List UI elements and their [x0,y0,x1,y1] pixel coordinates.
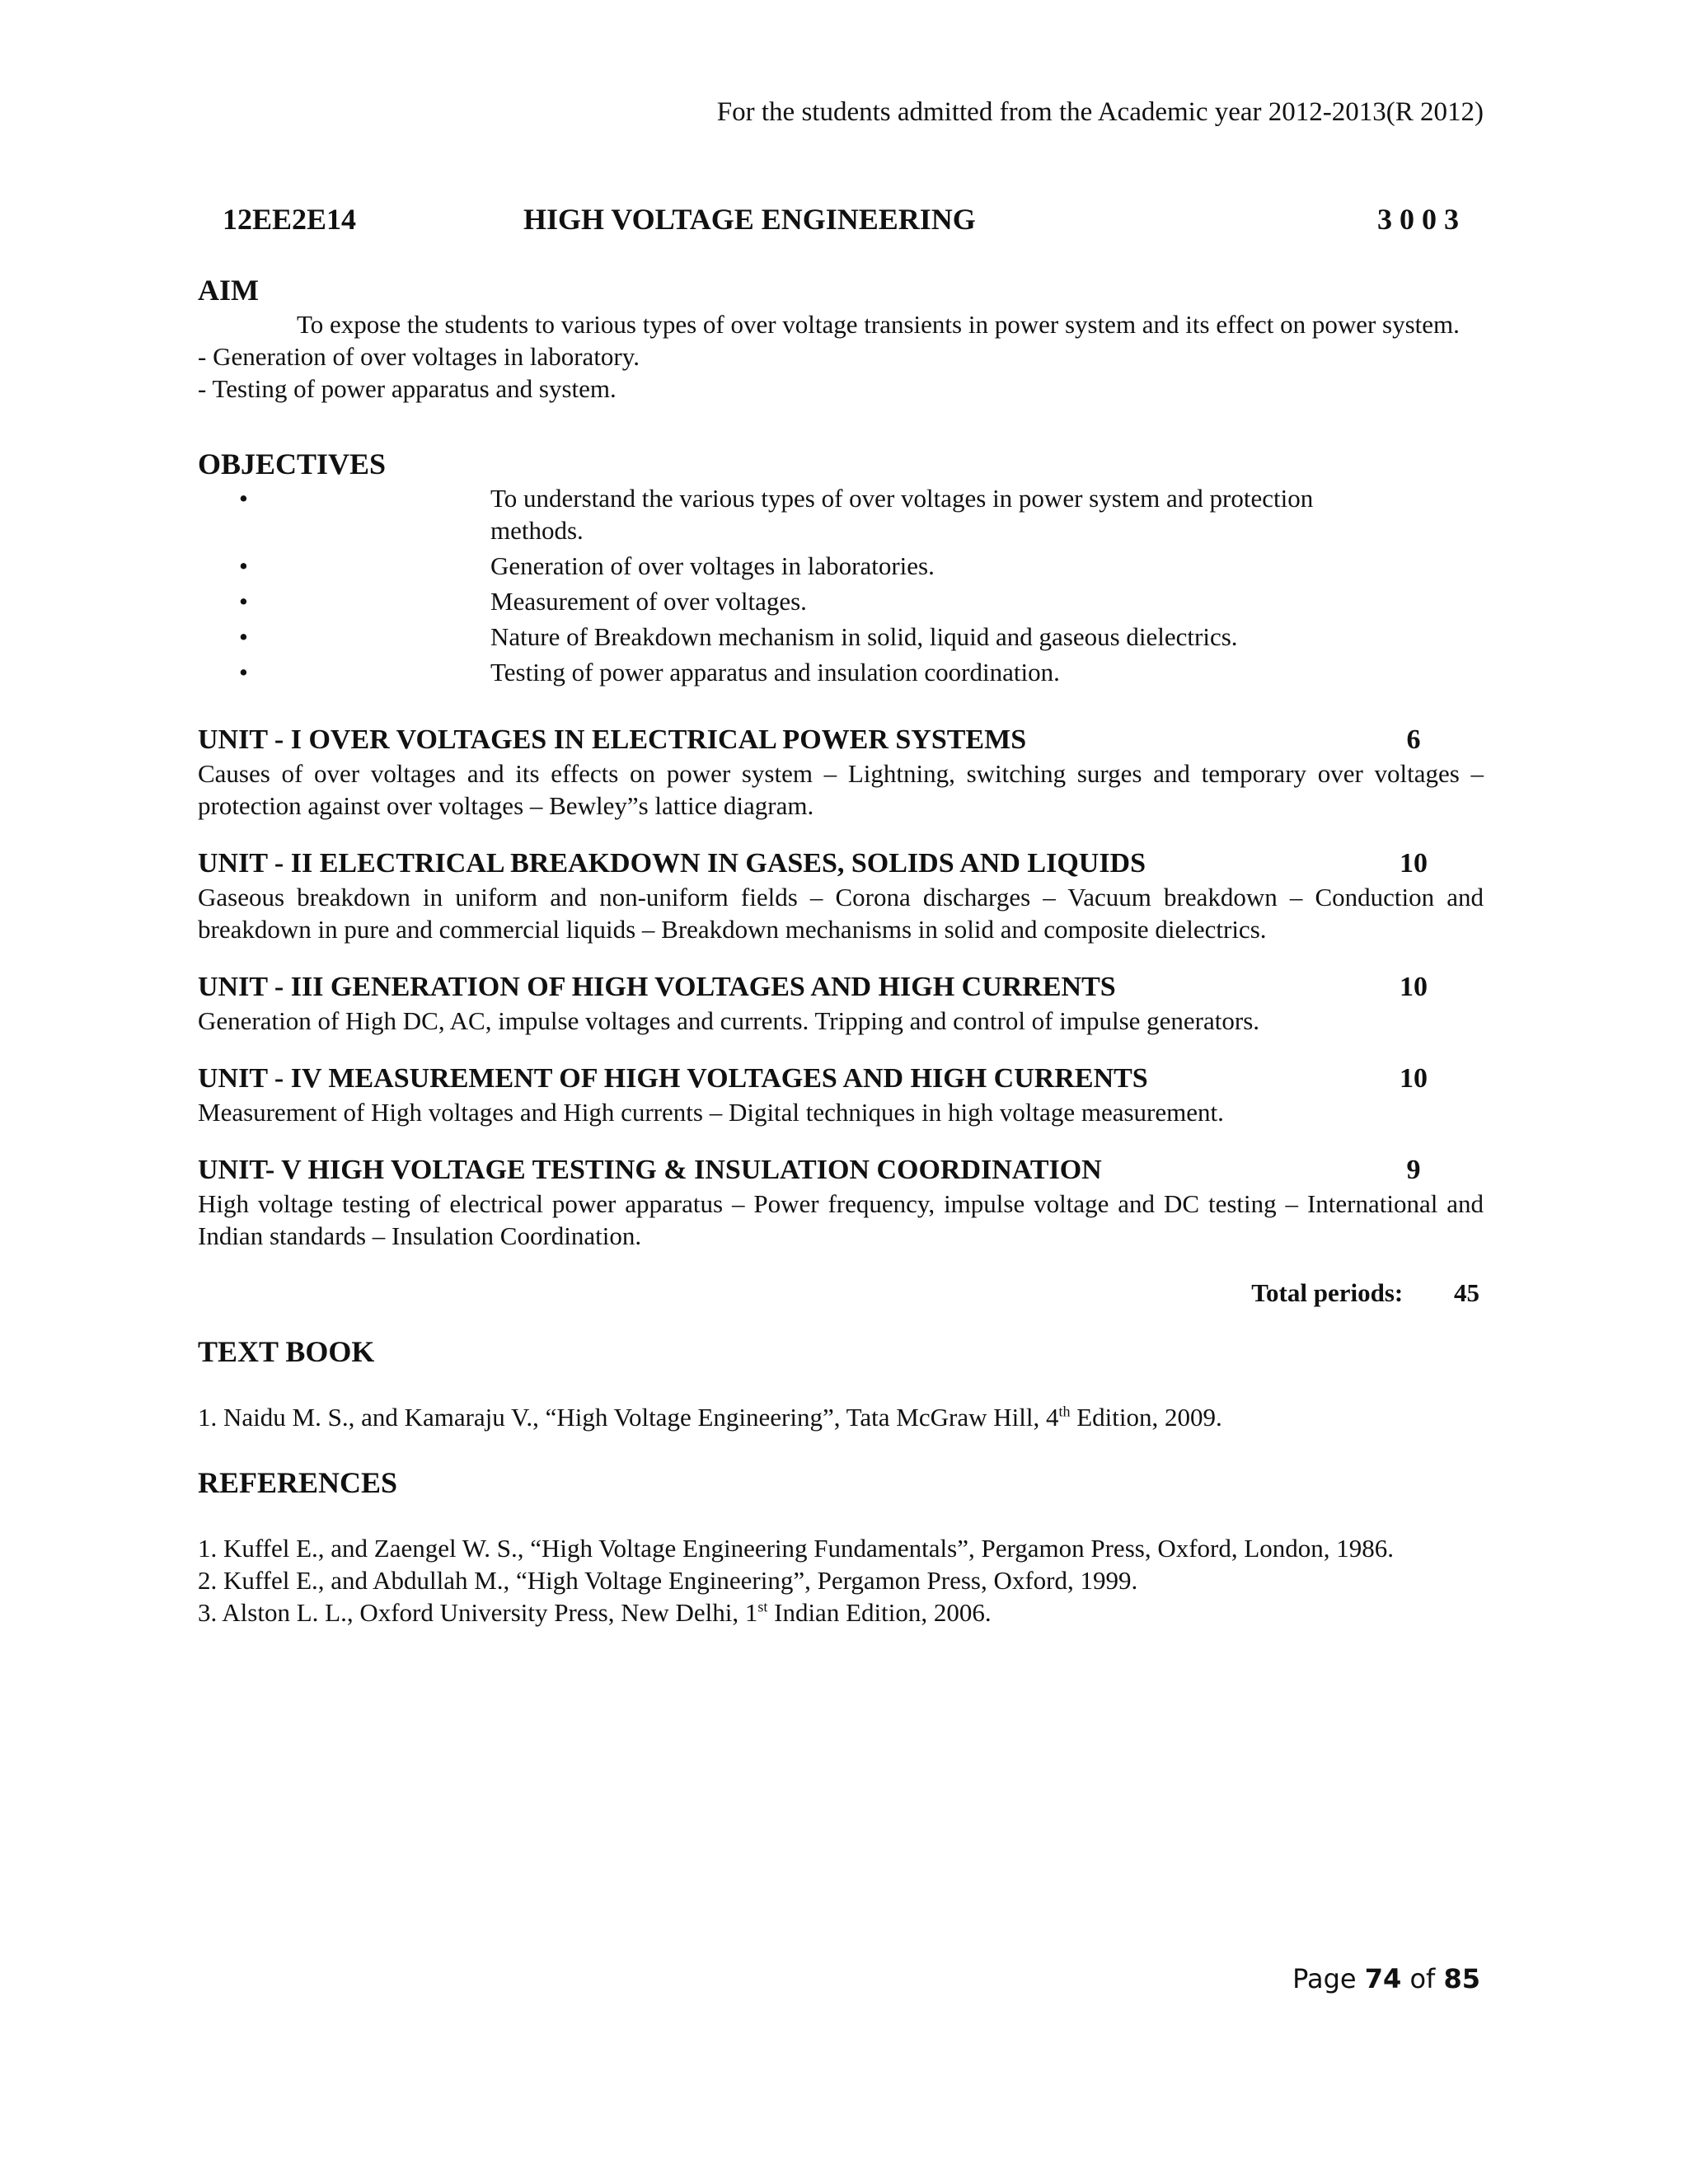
unit-text: Gaseous breakdown in uniform and non-uniform fields – Corona discharges – Vacuum breakdown – Conduction and breakdown in pure and commercial liquids – Breakdown mechanisms in solid and composite dielectrics. [198,883,1484,944]
unit-title: UNIT - II ELECTRICAL BREAKDOWN IN GASES, SOLIDS AND LIQUIDS [198,848,1146,879]
unit-heading [198,970,1484,1005]
unit-hours: 10 [1400,848,1428,879]
reference-item: 1. Kuffel E., and Zaengel W. S., “High Voltage Engineering Fundamentals”, Pergamon Press, Oxford, London, 1986. [198,1534,1395,1563]
aim-heading: AIM [198,274,259,307]
unit-section [198,970,1484,1037]
objectives-section [198,446,1484,688]
objective-text: Measurement of over voltages. [490,587,807,616]
unit-title: UNIT- V HIGH VOLTAGE TESTING & INSULATION COORDINATION [198,1155,1102,1185]
aim-point: - Testing of power apparatus and system. [198,374,617,403]
unit-section [198,1062,1484,1128]
unit-heading [198,1153,1484,1188]
course-credits: 3 0 0 3 [1377,203,1459,236]
course-title: HIGH VOLTAGE ENGINEERING [523,203,976,236]
unit-text: Measurement of High voltages and High currents – Digital techniques in high voltage measurement. [198,1098,1224,1127]
unit-heading [198,1062,1484,1096]
textbook-heading: TEXT BOOK [198,1335,375,1368]
total-pages: 85 [1443,1963,1480,1994]
of-label: of [1409,1963,1436,1994]
bullet-icon: • [239,551,248,580]
unit-section [198,723,1484,822]
bullet-icon: • [239,658,248,687]
textbook-item: 1. Naidu M. S., and Kamaraju V., “High Voltage Engineering”, Tata McGraw Hill, 4th Edition, 2009. [198,1403,1222,1432]
aim-section [198,272,1484,405]
unit-text: Causes of over voltages and its effects on power system – Lightning, switching surges and temporary over voltages – protection against over voltages – Bewley”s lattice diagram. [198,759,1484,820]
page-footer [1292,1963,1480,1994]
reference-item: 3. Alston L. L., Oxford University Press, New Delhi, 1st Indian Edition, 2006. [198,1598,992,1627]
unit-hours: 10 [1400,972,1428,1002]
unit-section [198,1153,1484,1252]
course-code: 12EE2E14 [223,203,357,236]
page-number: 74 [1364,1963,1402,1994]
objectives-heading: OBJECTIVES [198,448,387,480]
list-item [198,482,1484,546]
unit-heading [198,846,1484,881]
aim-point: - Generation of over voltages in laboratory. [198,342,640,371]
unit-hours: 6 [1406,724,1421,755]
objective-text: Nature of Breakdown mechanism in solid, liquid and gaseous dielectrics. [490,622,1238,651]
header-note: For the students admitted from the Academic year 2012-2013(R 2012) [716,97,1484,127]
list-item [198,550,1484,582]
unit-hours: 9 [1406,1155,1421,1185]
references-section [198,1465,1484,1629]
aim-text: To expose the students to various types of over voltage transients in power system and its effect on power system. [297,310,1460,339]
textbook-section [198,1333,1484,1433]
unit-title: UNIT - IV MEASUREMENT OF HIGH VOLTAGES AND HIGH CURRENTS [198,1063,1148,1094]
unit-heading [198,723,1484,757]
total-periods [198,1277,1484,1309]
objectives-list [198,482,1484,688]
unit-text: Generation of High DC, AC, impulse voltages and currents. Tripping and control of impulse generators. [198,1006,1260,1035]
objective-text: Testing of power apparatus and insulation coordination. [490,658,1060,687]
list-item [198,656,1484,688]
bullet-icon: • [239,484,248,513]
document-body [198,272,1484,1629]
references-heading: REFERENCES [198,1466,398,1499]
page-label: Page [1292,1963,1357,1994]
objective-text: To understand the various types of over voltages in power system and protection methods. [490,484,1314,545]
list-item [198,621,1484,653]
unit-hours: 10 [1400,1063,1428,1094]
unit-section [198,846,1484,945]
bullet-icon: • [239,622,248,651]
unit-title: UNIT - III GENERATION OF HIGH VOLTAGES AND HIGH CURRENTS [198,972,1116,1002]
total-periods-value: 45 [1454,1278,1479,1307]
objective-text: Generation of over voltages in laboratories. [490,551,935,580]
unit-title: UNIT - I OVER VOLTAGES IN ELECTRICAL POWER SYSTEMS [198,724,1027,755]
unit-text: High voltage testing of electrical power apparatus – Power frequency, impulse voltage and DC testing – International and Indian standards – Insulation Coordination. [198,1189,1484,1250]
bullet-icon: • [239,587,248,616]
reference-item: 2. Kuffel E., and Abdullah M., “High Voltage Engineering”, Pergamon Press, Oxford, 1999. [198,1566,1138,1595]
total-periods-label: Total periods: [1251,1278,1404,1307]
list-item [198,585,1484,617]
